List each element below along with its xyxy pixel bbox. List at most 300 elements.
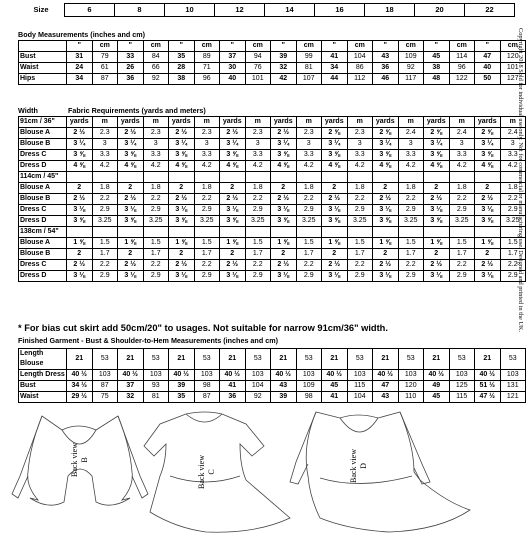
unit-cell: m — [245, 117, 271, 128]
unit-cell: yards — [475, 117, 501, 128]
table-cell: 2.2 — [500, 194, 526, 205]
table-cell: 34 — [67, 74, 93, 85]
table-cell: 1 ⅝ — [322, 238, 348, 249]
table-cell: 3 ⅛ — [373, 205, 399, 216]
table-cell: 47 ½ — [475, 392, 501, 403]
table-cell: 45 — [424, 392, 450, 403]
table-cell: 2.9 — [92, 271, 118, 282]
unit-cell: yards — [67, 117, 93, 128]
table-cell: 3 ⅛ — [475, 271, 501, 282]
unit-cell — [424, 172, 450, 183]
finished-garment-table — [18, 348, 526, 403]
table-cell: 2.9 — [143, 271, 169, 282]
unit-cell: " — [475, 41, 501, 52]
table-cell: 98 — [194, 381, 220, 392]
body-measurements-title: Body Measurements (inches and cm) — [18, 30, 146, 39]
table-cell: 103 — [449, 370, 475, 381]
table-cell: 120 — [398, 381, 424, 392]
table-cell: 4 ⅝ — [118, 161, 144, 172]
table-cell: 40 ½ — [67, 370, 93, 381]
table-cell: 4.2 — [398, 161, 424, 172]
size-table — [18, 3, 515, 17]
table-cell: 37 — [220, 52, 246, 63]
table-cell: 3.3 — [194, 150, 220, 161]
row-label: Waist — [19, 63, 67, 74]
row-label: Bust — [19, 381, 67, 392]
table-cell: 47 — [475, 52, 501, 63]
size-row — [18, 4, 515, 17]
unit-cell — [322, 227, 348, 238]
table-cell: 1.8 — [449, 183, 475, 194]
table-cell: 2.9 — [296, 205, 322, 216]
table-cell: 2 — [322, 183, 348, 194]
units-row — [19, 172, 526, 183]
table-cell: 2 — [475, 183, 501, 194]
width-label: Width — [18, 106, 38, 115]
view-c-line2: C — [207, 469, 216, 475]
size-cell: 18 — [365, 4, 415, 17]
back-view-c-sketch — [144, 412, 290, 532]
unit-cell: m — [347, 117, 373, 128]
table-cell: 2 ½ — [271, 128, 297, 139]
table-cell: 94 — [245, 52, 271, 63]
table-cell: 4.2 — [449, 161, 475, 172]
table-cell: 103 — [245, 370, 271, 381]
unit-cell: cm — [296, 41, 322, 52]
table-cell: 2 — [271, 183, 297, 194]
table-cell: 3.3 — [296, 150, 322, 161]
table-cell: 2 — [67, 183, 93, 194]
unit-cell — [143, 227, 169, 238]
table-cell: 3 ⅛ — [220, 205, 246, 216]
table-cell: 38 — [169, 74, 195, 85]
unit-cell — [322, 172, 348, 183]
table-cell: 1.5 — [449, 238, 475, 249]
unit-cell — [271, 227, 297, 238]
table-cell: 81 — [143, 392, 169, 403]
back-view-d-sketch — [290, 412, 470, 532]
table-cell: 2.3 — [296, 128, 322, 139]
unit-cell: m — [296, 117, 322, 128]
table-cell: 122 — [449, 74, 475, 85]
unit-cell: cm — [194, 41, 220, 52]
table-cell: 120 — [500, 52, 526, 63]
table-cell: 4 ⅝ — [424, 161, 450, 172]
table-row — [19, 194, 526, 205]
table-cell: 71 — [194, 63, 220, 74]
table-cell: 3 — [500, 139, 526, 150]
unit-cell — [169, 172, 195, 183]
table-cell: 3 ⅛ — [169, 205, 195, 216]
view-c-line1: Back view — [197, 455, 206, 489]
table-cell: 39 — [271, 392, 297, 403]
table-cell: 3 ⅛ — [475, 205, 501, 216]
table-cell: 40 ½ — [373, 370, 399, 381]
table-cell: 40 — [220, 74, 246, 85]
table-cell: 2.3 — [143, 128, 169, 139]
table-cell: 87 — [92, 381, 118, 392]
table-cell: 1.7 — [143, 249, 169, 260]
unit-cell: cm — [347, 41, 373, 52]
table-cell: 2.3 — [245, 128, 271, 139]
table-cell: 3.25 — [449, 216, 475, 227]
table-cell: 40 ½ — [271, 370, 297, 381]
view-b-line2: B — [80, 457, 89, 463]
unit-cell — [245, 227, 271, 238]
table-cell: 40 ½ — [220, 370, 246, 381]
unit-cell — [194, 227, 220, 238]
table-cell: 21 — [67, 349, 93, 370]
table-cell: 4.2 — [92, 161, 118, 172]
table-row — [19, 74, 526, 85]
units-row — [19, 117, 526, 128]
unit-cell: m — [449, 117, 475, 128]
table-cell: 1.5 — [194, 238, 220, 249]
table-cell: 1.7 — [92, 249, 118, 260]
table-cell: 3 ⅛ — [67, 271, 93, 282]
fabric-requirements-table — [18, 116, 526, 282]
unit-cell — [475, 172, 501, 183]
table-cell: 3 ⅝ — [322, 216, 348, 227]
table-cell: 1.7 — [500, 249, 526, 260]
table-cell: 3 ⅛ — [220, 271, 246, 282]
table-cell: 41 — [220, 381, 246, 392]
unit-cell — [220, 172, 246, 183]
table-cell: 121 — [500, 392, 526, 403]
table-cell: 2.2 — [92, 194, 118, 205]
table-cell: 4 ⅝ — [322, 161, 348, 172]
row-label: Dress D — [19, 161, 67, 172]
table-cell: 32 — [118, 392, 144, 403]
table-cell: 75 — [92, 392, 118, 403]
unit-cell — [296, 227, 322, 238]
table-cell: 103 — [500, 370, 526, 381]
table-cell: 1.5 — [245, 238, 271, 249]
size-cell: 20 — [415, 4, 465, 17]
row-label: Length Dress — [19, 370, 67, 381]
unit-cell — [475, 227, 501, 238]
size-cell: 8 — [115, 4, 165, 17]
table-cell: 2 — [67, 249, 93, 260]
table-cell: 41 — [322, 52, 348, 63]
table-cell: 45 — [322, 381, 348, 392]
table-cell: 21 — [475, 349, 501, 370]
table-cell: 2 ⅝ — [322, 128, 348, 139]
table-cell: 4 ⅝ — [271, 161, 297, 172]
table-cell: 36 — [118, 74, 144, 85]
table-cell: 81 — [296, 63, 322, 74]
table-cell: 2.2 — [449, 260, 475, 271]
table-cell: 2.9 — [398, 205, 424, 216]
table-cell: 2.2 — [194, 260, 220, 271]
table-cell: 92 — [143, 74, 169, 85]
table-cell: 2.2 — [245, 260, 271, 271]
table-cell: 1.5 — [92, 238, 118, 249]
unit-cell — [373, 172, 399, 183]
table-row — [19, 238, 526, 249]
unit-cell — [67, 227, 93, 238]
table-cell: 3 ¼ — [322, 139, 348, 150]
unit-cell: cm — [449, 41, 475, 52]
unit-cell — [424, 227, 450, 238]
table-cell: 1.7 — [347, 249, 373, 260]
table-cell: 109 — [296, 381, 322, 392]
table-cell: 2 ⅝ — [373, 128, 399, 139]
body-measurements-table — [18, 40, 526, 85]
table-cell: 3.25 — [296, 216, 322, 227]
unit-cell: yards — [322, 117, 348, 128]
table-cell: 3 ¼ — [424, 139, 450, 150]
unit-cell — [296, 172, 322, 183]
table-cell: 3.3 — [500, 150, 526, 161]
table-cell: 2 — [475, 249, 501, 260]
table-cell: 3 ⅝ — [373, 150, 399, 161]
table-row — [19, 128, 526, 139]
unit-cell — [67, 172, 93, 183]
table-cell: 131 — [500, 381, 526, 392]
table-cell: 53 — [500, 349, 526, 370]
unit-cell: yards — [271, 117, 297, 128]
table-cell: 109 — [398, 52, 424, 63]
table-row — [19, 392, 526, 403]
table-cell: 3 — [92, 139, 118, 150]
table-cell: 3 ⅝ — [169, 150, 195, 161]
table-cell: 30 — [220, 63, 246, 74]
table-cell: 2.3 — [194, 128, 220, 139]
table-cell: 2 ½ — [118, 128, 144, 139]
units-row-label: 138cm / 54" — [19, 227, 67, 238]
size-cell: 6 — [65, 4, 115, 17]
table-cell: 2.9 — [449, 205, 475, 216]
unit-cell: " — [67, 41, 93, 52]
unit-cell: m — [500, 117, 526, 128]
table-cell: 40 ½ — [169, 370, 195, 381]
table-cell: 2 ½ — [67, 194, 93, 205]
table-cell: 2 — [373, 249, 399, 260]
unit-cell: m — [143, 117, 169, 128]
table-row — [19, 271, 526, 282]
table-cell: 79 — [92, 52, 118, 63]
table-cell: 26 — [118, 63, 144, 74]
table-cell: 4.2 — [143, 161, 169, 172]
table-cell: 1 ⅝ — [475, 238, 501, 249]
table-cell: 21 — [169, 349, 195, 370]
table-cell: 3.25 — [398, 216, 424, 227]
table-cell: 2.9 — [143, 205, 169, 216]
table-cell: 103 — [143, 370, 169, 381]
table-cell: 1 ⅝ — [67, 238, 93, 249]
table-cell: 1.7 — [245, 249, 271, 260]
table-cell: 2.2 — [398, 260, 424, 271]
table-cell: 3.25 — [245, 216, 271, 227]
table-cell: 2 ½ — [67, 128, 93, 139]
table-cell: 2.9 — [500, 205, 526, 216]
table-cell: 3 ⅝ — [475, 216, 501, 227]
table-cell: 3 — [245, 139, 271, 150]
table-cell: 36 — [373, 63, 399, 74]
table-cell: 3.25 — [500, 216, 526, 227]
table-cell: 2 ½ — [373, 194, 399, 205]
table-cell: 125 — [449, 381, 475, 392]
table-cell: 2 ½ — [424, 194, 450, 205]
table-cell: 3.25 — [194, 216, 220, 227]
table-cell: 3 ¼ — [271, 139, 297, 150]
table-cell: 76 — [245, 63, 271, 74]
table-cell: 104 — [245, 381, 271, 392]
table-cell: 46 — [373, 74, 399, 85]
table-row — [19, 349, 526, 370]
table-cell: 21 — [373, 349, 399, 370]
unit-cell: m — [92, 117, 118, 128]
table-cell: 2.4 — [449, 128, 475, 139]
row-label: Waist — [19, 392, 67, 403]
table-cell: 47 — [373, 381, 399, 392]
table-cell: 3 ⅝ — [67, 216, 93, 227]
table-cell: 2.9 — [398, 271, 424, 282]
unit-cell — [347, 227, 373, 238]
table-cell: 1.7 — [296, 249, 322, 260]
table-cell: 86 — [347, 63, 373, 74]
unit-cell — [449, 172, 475, 183]
table-cell: 3 ⅝ — [118, 150, 144, 161]
table-cell: 2 ½ — [373, 260, 399, 271]
table-cell: 1.8 — [296, 183, 322, 194]
table-cell: 49 — [424, 381, 450, 392]
unit-cell: " — [118, 41, 144, 52]
finished-garment-title: Finished Garment - Bust & Shoulder-to-Hem Measurements (inches and cm) — [18, 336, 278, 345]
table-cell: 3 ⅝ — [220, 150, 246, 161]
table-cell: 103 — [194, 370, 220, 381]
table-cell: 37 — [118, 381, 144, 392]
unit-cell: " — [424, 41, 450, 52]
table-cell: 3.3 — [347, 150, 373, 161]
table-cell: 21 — [322, 349, 348, 370]
unit-cell — [92, 172, 118, 183]
table-cell: 2.9 — [92, 205, 118, 216]
unit-cell: " — [169, 41, 195, 52]
row-label: Blouse A — [19, 183, 67, 194]
table-cell: 34 — [322, 63, 348, 74]
view-b-line1: Back view — [70, 443, 79, 477]
table-cell: 2 — [169, 249, 195, 260]
table-row — [19, 205, 526, 216]
table-cell: 2 ⅝ — [424, 128, 450, 139]
table-row — [19, 381, 526, 392]
table-cell: 40 ½ — [322, 370, 348, 381]
table-cell: 2 — [118, 183, 144, 194]
table-cell: 1.8 — [143, 183, 169, 194]
table-cell: 99 — [296, 52, 322, 63]
table-cell: 2.4 — [500, 128, 526, 139]
table-cell: 44 — [322, 74, 348, 85]
table-cell: 3.3 — [398, 150, 424, 161]
table-cell: 84 — [143, 52, 169, 63]
table-cell: 3 ⅝ — [169, 216, 195, 227]
table-cell: 87 — [194, 392, 220, 403]
table-cell: 1.8 — [194, 183, 220, 194]
table-cell: 39 — [169, 381, 195, 392]
table-cell: 2.2 — [143, 194, 169, 205]
row-label: Dress D — [19, 271, 67, 282]
table-cell: 3 ⅛ — [424, 271, 450, 282]
table-cell: 2.9 — [347, 205, 373, 216]
table-cell: 53 — [398, 349, 424, 370]
table-cell: 61 — [92, 63, 118, 74]
garment-sketches — [0, 406, 529, 536]
table-cell: 2.3 — [347, 128, 373, 139]
table-cell: 2 — [220, 183, 246, 194]
table-cell: 2.9 — [245, 271, 271, 282]
table-cell: 92 — [398, 63, 424, 74]
table-cell: 2 — [220, 249, 246, 260]
table-cell: 2 ½ — [67, 260, 93, 271]
table-cell: 127 — [500, 74, 526, 85]
table-cell: 104 — [347, 52, 373, 63]
unit-cell: yards — [118, 117, 144, 128]
units-row-label — [19, 41, 67, 52]
table-row — [19, 183, 526, 194]
table-cell: 34 ½ — [67, 381, 93, 392]
table-cell: 3 ⅝ — [271, 150, 297, 161]
table-cell: 2.2 — [449, 194, 475, 205]
table-cell: 2 — [169, 183, 195, 194]
table-cell: 43 — [271, 381, 297, 392]
table-cell: 115 — [347, 381, 373, 392]
table-cell: 3 ⅛ — [373, 271, 399, 282]
table-cell: 3.25 — [347, 216, 373, 227]
table-cell: 3 ⅝ — [424, 150, 450, 161]
table-cell: 1.8 — [398, 183, 424, 194]
table-cell: 2.2 — [500, 260, 526, 271]
table-cell: 4 ⅝ — [475, 161, 501, 172]
table-cell: 3 ¼ — [220, 139, 246, 150]
table-cell: 36 — [220, 392, 246, 403]
unit-cell: yards — [220, 117, 246, 128]
unit-cell — [118, 227, 144, 238]
table-cell: 3 ⅛ — [67, 205, 93, 216]
table-cell: 1.5 — [296, 238, 322, 249]
table-cell: 4.2 — [500, 161, 526, 172]
table-cell: 2.3 — [92, 128, 118, 139]
table-cell: 92 — [245, 392, 271, 403]
table-cell: 4 ⅝ — [169, 161, 195, 172]
table-cell: 1.8 — [245, 183, 271, 194]
table-cell: 2 ½ — [220, 194, 246, 205]
table-row — [19, 139, 526, 150]
unit-cell: " — [220, 41, 246, 52]
table-cell: 1 ⅝ — [271, 238, 297, 249]
size-cell: 22 — [465, 4, 515, 17]
table-cell: 2.2 — [347, 260, 373, 271]
table-cell: 48 — [424, 74, 450, 85]
table-cell: 40 ½ — [475, 370, 501, 381]
table-cell: 3 ⅝ — [424, 216, 450, 227]
table-cell: 39 — [271, 52, 297, 63]
table-cell: 3 — [449, 139, 475, 150]
table-cell: 4.2 — [194, 161, 220, 172]
table-cell: 3.3 — [92, 150, 118, 161]
table-cell: 3 ⅝ — [475, 150, 501, 161]
table-cell: 35 — [169, 52, 195, 63]
table-cell: 2.2 — [143, 260, 169, 271]
table-cell: 2.2 — [245, 194, 271, 205]
table-cell: 31 — [67, 52, 93, 63]
row-label: Length Blouse — [19, 349, 67, 370]
unit-cell: yards — [424, 117, 450, 128]
table-cell: 2 ½ — [322, 194, 348, 205]
row-label: Blouse A — [19, 238, 67, 249]
unit-cell: yards — [169, 117, 195, 128]
